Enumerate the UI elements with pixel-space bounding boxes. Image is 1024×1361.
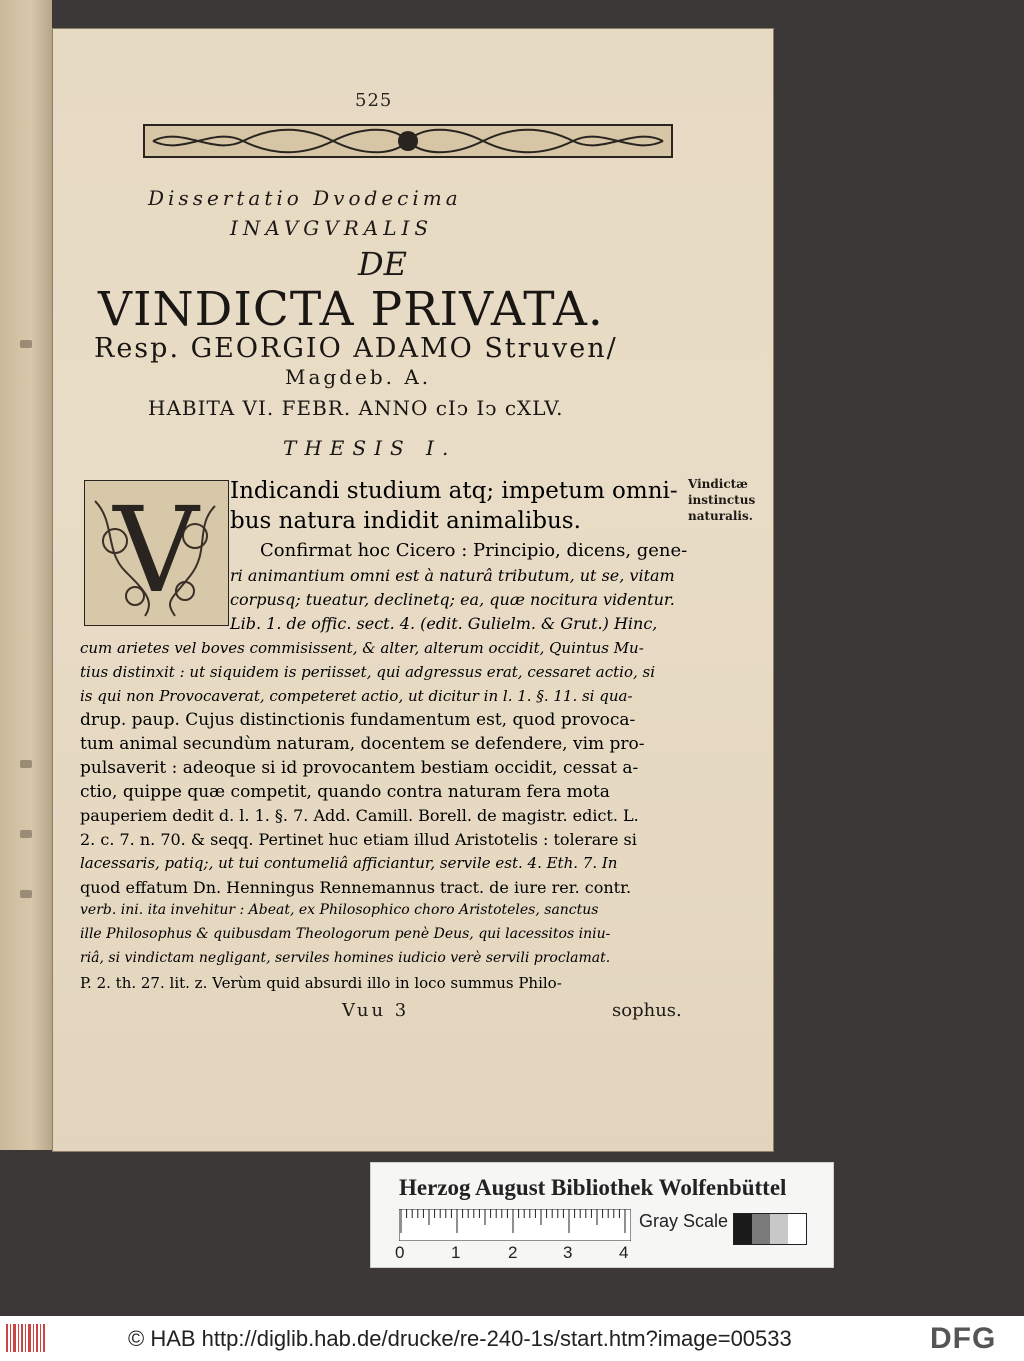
origin-line: Magdeb. A. — [285, 365, 432, 389]
body-line: ctio, quippe quæ competit, quando contra naturam fera mota — [80, 782, 610, 802]
dfg-logo: DFG — [930, 1322, 997, 1355]
decorated-initial-v — [84, 480, 229, 626]
ruler-number: 2 — [508, 1243, 518, 1262]
headpiece-ornament — [143, 124, 673, 158]
gray-swatch — [770, 1214, 788, 1244]
body-line: is qui non Provocaverat, competeret actio, ut dicitur in l. 1. §. 11. si qua- — [80, 687, 633, 705]
catchword: sophus. — [612, 1000, 682, 1021]
heading-line-1: Dissertatio Dvodecima — [148, 186, 462, 210]
body-line: tum animal secundùm naturam, docentem se defendere, vim pro- — [80, 734, 645, 754]
body-line: cum arietes vel boves commisissent, & alter, alterum occidit, Quintus Mu- — [80, 639, 644, 657]
margin-note-line: Vindictæ — [688, 477, 748, 491]
body-line: verb. ini. ita invehitur : Abeat, ex Philosophico choro Aristoteles, sanctus — [80, 902, 599, 918]
margin-note-line: instinctus — [688, 493, 756, 507]
body-line: P. 2. th. 27. lit. z. Verùm quid absurdi illo in loco summus Philo- — [80, 974, 562, 992]
body-line: tius distinxit : ut siquidem is periisset, qui adgressus erat, cessaret actio, si — [80, 663, 656, 681]
margin-note — [688, 476, 768, 524]
body-line: ri animantium omni est à naturâ tributum, ut se, vitam — [230, 566, 675, 585]
margin-note-line: naturalis. — [688, 509, 753, 523]
body-line: corpusq; tueatur, declinetq; ea, quæ nocitura videntur. — [230, 590, 675, 609]
body-line: drup. paup. Cujus distinctionis fundamentum est, quod provoca- — [80, 710, 636, 730]
barcode-icon — [6, 1324, 46, 1352]
viewer-footer — [0, 1316, 1024, 1361]
body-line: Confirmat hoc Cicero : Principio, dicens, gene- — [260, 540, 688, 561]
previous-page-edge — [0, 0, 52, 1150]
source-link[interactable]: © HAB http://diglib.hab.de/drucke/re-240-1s/start.htm?image=00533 — [128, 1326, 792, 1351]
ruler-number: 4 — [619, 1243, 629, 1262]
body-line: Indicandi studium atq; impetum omni- — [230, 478, 678, 504]
heading-line-2: INAVGVRALIS — [230, 216, 434, 240]
gray-swatch — [788, 1214, 806, 1244]
gray-swatch — [752, 1214, 770, 1244]
ruler-number: 3 — [563, 1243, 573, 1262]
page-title: VINDICTA PRIVATA. — [98, 282, 604, 337]
ruler-number: 1 — [451, 1243, 461, 1262]
signature-mark: Vuu 3 — [342, 1000, 410, 1021]
gray-swatch — [734, 1214, 752, 1244]
body-line: bus natura indidit animalibus. — [230, 508, 581, 534]
gray-scale-swatches — [733, 1213, 807, 1245]
thesis-heading: THESIS I. — [283, 436, 457, 460]
body-line: 2. c. 7. n. 70. & seqq. Pertinet huc etiam illud Aristotelis : tolerare si — [80, 830, 637, 849]
svg-text:V: V — [113, 481, 199, 619]
ruler-number: 0 — [395, 1243, 405, 1262]
page-number: 525 — [355, 90, 393, 111]
scale-ruler — [399, 1209, 631, 1241]
body-line: Lib. 1. de offic. sect. 4. (edit. Gulielm. & Grut.) Hinc, — [230, 614, 658, 633]
body-line: lacessaris, patiq;, ut tui contumeliâ afficiantur, servile est. 4. Eth. 7. In — [80, 854, 618, 872]
library-color-card — [370, 1162, 834, 1268]
gray-scale-label: Gray Scale — [639, 1211, 729, 1231]
respondent-line: Resp. GEORGIO ADAMO Struven/ — [94, 333, 618, 364]
body-line: pauperiem dedit d. l. 1. §. 7. Add. Camill. Borell. de magistr. edict. L. — [80, 806, 639, 825]
library-name: Herzog August Bibliothek Wolfenbüttel — [399, 1175, 787, 1200]
body-line: pulsaverit : adeoque si id provocantem bestiam occidit, cessat a- — [80, 758, 639, 778]
body-line: quod effatum Dn. Henningus Rennemannus tract. de iure rer. contr. — [80, 878, 632, 897]
date-line: HABITA VI. FEBR. ANNO cIↄ Iↄ cXLV. — [148, 396, 564, 420]
heading-de: DE — [358, 245, 408, 283]
body-line: riâ, si vindictam negligant, serviles homines iudicio verè servili proclamat. — [80, 950, 611, 966]
ruler-numbers — [395, 1243, 635, 1263]
body-line: ille Philosophus & quibusdam Theologorum penè Deus, qui lacessitos iniu- — [80, 926, 611, 942]
